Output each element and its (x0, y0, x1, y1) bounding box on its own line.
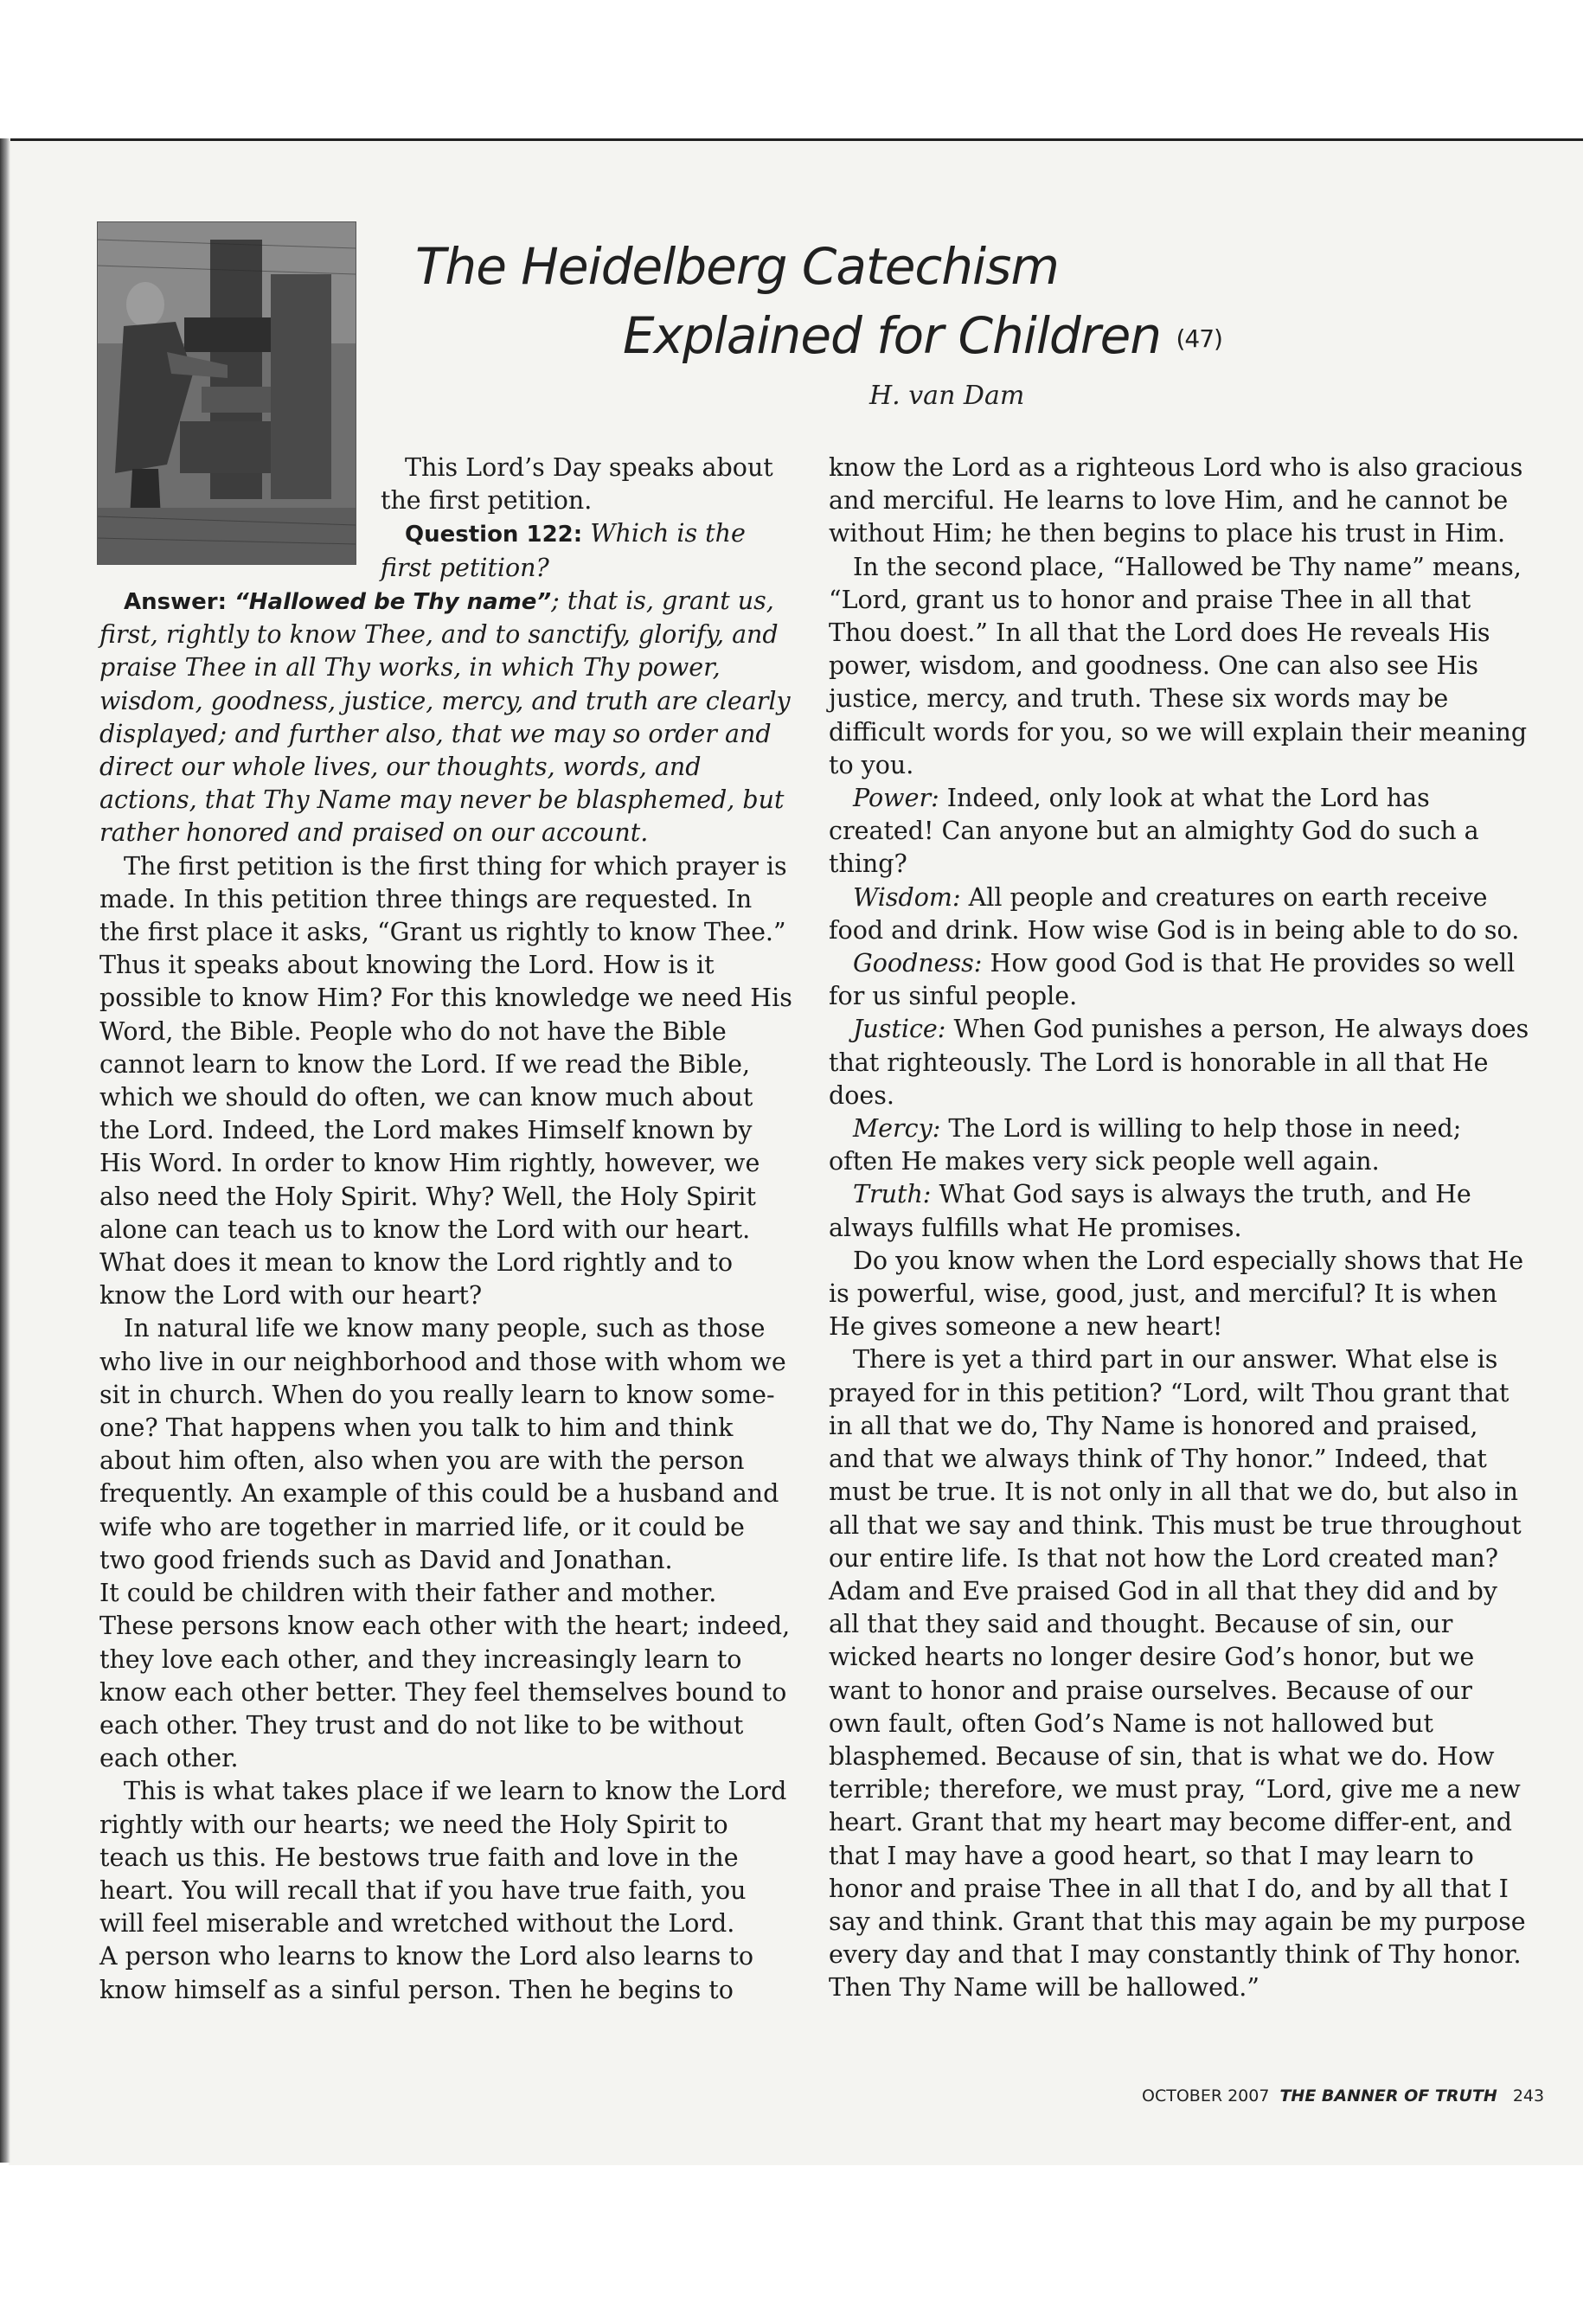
footer-magazine: THE BANNER OF TRUTH (1279, 2086, 1497, 2106)
left-paragraph: In natural life we know many people, such as those who live in our neighborhood and those with whom we sit in church. When do you really learn to know some-one? That happens when you talk to him and think about him often, also when you are with the person frequently. An example of this could be a husband and wife who are together in married life, or it could be two good friends such as David and Jonathan. (99, 1314, 786, 1574)
answer-paragraph (99, 585, 796, 850)
definition-mercy (829, 1112, 1529, 1178)
scan-margin-top (0, 0, 1596, 137)
page-edge-shadow (0, 138, 10, 2163)
issue-number: (47) (1176, 324, 1222, 353)
definition-term: Justice: (853, 1015, 946, 1044)
definition-term: Mercy: (853, 1114, 941, 1144)
question-label: Question 122: (405, 522, 583, 548)
definition-text: Indeed, only look at what the Lord has created! Can anyone but an almighty God do such a thing? (829, 784, 1479, 879)
definition-text: All people and creatures on earth receive food and drink. How wise God is in being able to do so. (829, 882, 1520, 945)
page-footer (1142, 2086, 1544, 2106)
question-paragraph (381, 517, 796, 584)
printing-press-engraving (97, 221, 356, 565)
definition-text: The Lord is willing to help those in need; often He makes very sick people well again. (829, 1114, 1462, 1176)
scan-margin-bottom (0, 2167, 1596, 2301)
left-paragraph: A person who learns to know the Lord also learns to know himself as a sinful person. Then he begins to (99, 1942, 754, 2004)
answer-text: ; that is, grant us, first, rightly to know Thee, and to sanctify, glorify, and praise Thee in all Thy works, in which Thy power, wisdom, goodness, justice, mercy, and truth are clearly displayed; and further also, that we may so order and direct our whole lives, our thoughts, words, and actions, that Thy Name may never be blasphemed, but rather honored and praised on our account. (99, 586, 791, 848)
right-column (829, 452, 1529, 2005)
definition-wisdom (829, 881, 1529, 947)
title-line-2 (623, 301, 1222, 374)
left-paragraph: This is what takes place if we learn to know the Lord rightly with our hearts; we need the Holy Spirit to teach us this. He bestows true faith and love in the heart. You will recall that if you have true faith, you will feel miserable and wretched without the Lord. (99, 1777, 787, 1939)
definition-term: Truth: (853, 1180, 932, 1209)
footer-date: OCTOBER 2007 (1142, 2086, 1270, 2106)
right-paragraph: know the Lord as a righteous Lord who is also gracious and merciful. He learns to love Him, and he cannot be without Him; he then begins to place his trust in Him. (829, 453, 1523, 548)
definition-term: Goodness: (853, 949, 983, 978)
answer-label: Answer: (124, 589, 227, 615)
title-line-1: The Heidelberg Catechism (415, 237, 1059, 296)
left-column (99, 585, 796, 2007)
definition-goodness (829, 947, 1529, 1013)
title-line-2-text: Explained for Children (623, 306, 1162, 365)
definition-power (829, 782, 1529, 881)
left-paragraph: The first petition is the first thing for which prayer is made. In this petition three things are requested. In the first place it asks, “Grant us rightly to know Thee.” Thus it speaks about knowing the Lord. How is it possible to know Him? For this knowledge we need His Word, the Bible. People who do not have the Bible cannot learn to know the Lord. If we read the Bible, which we should do often, we can know much about the Lord. Indeed, the Lord makes Himself known by His Word. In order to know Him rightly, however, we also need the Holy Spirit. Why? Well, the Holy Spirit alone can teach us to know the Lord with our heart. What does it mean to know the Lord rightly and to know the Lord with our heart? (99, 851, 792, 1311)
right-paragraph: There is yet a third part in our answer. What else is prayed for in this petition? “Lord, wilt Thou grant that in all that we do, Thy Name is honored and praised, and that we always think of Thy honor.” Indeed, that must be true. It is not only in all that we do, but also in all that we say and think. This must be true throughout our entire life. Is that not how the Lord created man? Adam and Eve praised God in all that they did and by all that they said and thought. Because of sin, our wicked hearts no longer desire God’s honor, but we want to honor and praise ourselves. Because of our own fault, often God’s Name is not hallowed but blasphemed. Because of sin, that is what we do. How terrible; therefore, we must pray, “Lord, give me a new heart. Grant that my heart may become differ-ent, and that I may have a good heart, so that I may learn to honor and praise Thee in all that I do, and by all that I say and think. Grant that this may again be my purpose every day and that I may constantly think of Thy honor. Then Thy Name will be hallowed.” (829, 1345, 1526, 2003)
footer-page-number: 243 (1512, 2086, 1545, 2106)
question-text: Which is the first petition? (381, 519, 746, 582)
definition-text: How good God is that He provides so well for us sinful people. (829, 949, 1516, 1011)
definition-truth (829, 1178, 1529, 1244)
definition-term: Power: (853, 784, 939, 813)
definition-text: When God punishes a person, He always does that righteously. The Lord is honorable in all that He does. (829, 1015, 1529, 1110)
right-paragraph: In the second place, “Hallowed be Thy name” means, “Lord, grant us to honor and praise Thee in all that Thou doest.” In all that the Lord does He reveals His power, wisdom, and goodness. One can also see His justice, mercy, and truth. These six words may be difficult words for you, so we will explain their meaning to you. (829, 552, 1528, 779)
definition-text: What God says is always the truth, and He always fulfills what He promises. (829, 1180, 1471, 1242)
intro-paragraph: This Lord’s Day speaks about the first petition. (381, 453, 773, 516)
author-byline: H. van Dam (869, 381, 1025, 411)
left-paragraph: It could be children with their father and mother. These persons know each other with the heart; indeed, they love each other, and they increasingly learn to know each other better. They feel themselves bound to each other. They trust and do not like to be without each other. (99, 1579, 791, 1773)
engraving-illustration (98, 222, 356, 564)
definition-term: Wisdom: (853, 882, 961, 912)
answer-quote: “Hallowed be Thy name” (234, 589, 552, 615)
definition-justice (829, 1013, 1529, 1112)
right-paragraph: Do you know when the Lord especially shows that He is powerful, wise, good, just, and merciful? It is when He gives someone a new heart! (829, 1246, 1524, 1342)
intro-block (381, 452, 796, 585)
